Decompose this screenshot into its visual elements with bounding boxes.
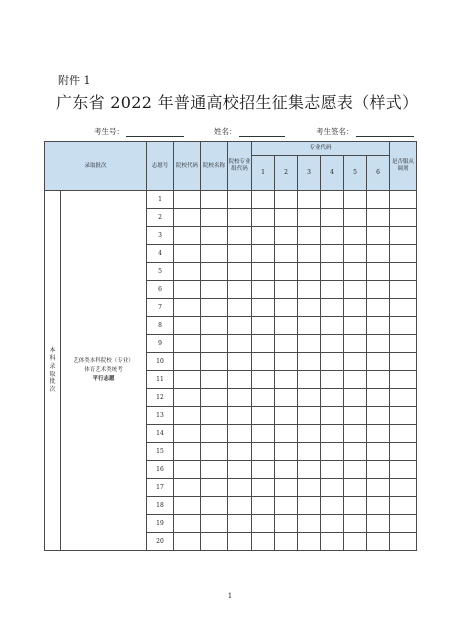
entry-cell[interactable] xyxy=(367,317,390,335)
entry-cell[interactable] xyxy=(228,227,252,245)
entry-cell[interactable] xyxy=(201,407,228,425)
major-number-header: 1 xyxy=(252,156,275,191)
entry-cell[interactable] xyxy=(252,227,275,245)
entry-cell[interactable] xyxy=(174,533,201,551)
entry-cell[interactable] xyxy=(252,497,275,515)
entry-cell[interactable] xyxy=(228,533,252,551)
entry-cell[interactable] xyxy=(321,191,344,209)
entry-cell[interactable] xyxy=(344,299,367,317)
choice-number: 16 xyxy=(147,461,174,479)
entry-cell[interactable] xyxy=(275,353,298,371)
entry-cell[interactable] xyxy=(321,425,344,443)
entry-cell[interactable] xyxy=(367,335,390,353)
entry-cell[interactable] xyxy=(228,443,252,461)
entry-cell[interactable] xyxy=(367,263,390,281)
entry-cell[interactable] xyxy=(174,335,201,353)
entry-cell[interactable] xyxy=(174,209,201,227)
entry-cell[interactable] xyxy=(252,371,275,389)
entry-cell[interactable] xyxy=(367,371,390,389)
entry-cell[interactable] xyxy=(367,515,390,533)
entry-cell[interactable] xyxy=(298,461,321,479)
entry-cell[interactable] xyxy=(321,479,344,497)
entry-cell[interactable] xyxy=(174,443,201,461)
entry-cell[interactable] xyxy=(298,533,321,551)
entry-cell[interactable] xyxy=(174,191,201,209)
entry-cell[interactable] xyxy=(367,389,390,407)
entry-cell[interactable] xyxy=(174,389,201,407)
entry-cell[interactable] xyxy=(298,191,321,209)
choice-number: 13 xyxy=(147,407,174,425)
entry-cell[interactable] xyxy=(390,263,417,281)
entry-cell[interactable] xyxy=(344,407,367,425)
entry-cell[interactable] xyxy=(390,515,417,533)
entry-cell[interactable] xyxy=(252,533,275,551)
school-name-header: 院校名称 xyxy=(201,142,228,191)
entry-cell[interactable] xyxy=(344,263,367,281)
entry-cell[interactable] xyxy=(321,281,344,299)
school-code-header: 院校代码 xyxy=(174,142,201,191)
entry-cell[interactable] xyxy=(174,425,201,443)
entry-cell[interactable] xyxy=(298,353,321,371)
choice-number: 6 xyxy=(147,281,174,299)
entry-cell[interactable] xyxy=(321,227,344,245)
entry-cell[interactable] xyxy=(390,353,417,371)
entry-cell[interactable] xyxy=(321,353,344,371)
entry-cell[interactable] xyxy=(201,461,228,479)
entry-cell[interactable] xyxy=(174,263,201,281)
entry-cell[interactable] xyxy=(344,461,367,479)
choice-number: 5 xyxy=(147,263,174,281)
entry-cell[interactable] xyxy=(344,425,367,443)
entry-cell[interactable] xyxy=(390,479,417,497)
entry-cell[interactable] xyxy=(367,245,390,263)
entry-cell[interactable] xyxy=(275,335,298,353)
application-form-table xyxy=(44,141,417,551)
entry-cell[interactable] xyxy=(174,461,201,479)
entry-cell[interactable] xyxy=(252,353,275,371)
entry-cell[interactable] xyxy=(275,425,298,443)
entry-cell[interactable] xyxy=(174,227,201,245)
entry-cell[interactable] xyxy=(344,479,367,497)
entry-cell[interactable] xyxy=(275,317,298,335)
exam-number-field xyxy=(94,126,184,137)
entry-cell[interactable] xyxy=(344,515,367,533)
choice-number: 8 xyxy=(147,317,174,335)
entry-cell[interactable] xyxy=(228,245,252,263)
entry-cell[interactable] xyxy=(344,281,367,299)
entry-cell[interactable] xyxy=(174,353,201,371)
entry-cell[interactable] xyxy=(275,191,298,209)
entry-cell[interactable] xyxy=(367,443,390,461)
entry-cell[interactable] xyxy=(228,497,252,515)
entry-cell[interactable] xyxy=(174,317,201,335)
entry-cell[interactable] xyxy=(174,245,201,263)
choice-number: 15 xyxy=(147,443,174,461)
entry-cell[interactable] xyxy=(174,371,201,389)
entry-cell[interactable] xyxy=(390,425,417,443)
entry-cell[interactable] xyxy=(228,209,252,227)
entry-cell[interactable] xyxy=(174,407,201,425)
entry-cell[interactable] xyxy=(174,479,201,497)
entry-cell[interactable] xyxy=(228,191,252,209)
annex-label: 附件 1 xyxy=(58,74,91,87)
entry-cell[interactable] xyxy=(321,245,344,263)
major-number-header: 2 xyxy=(275,156,298,191)
batch-description-line: 体育艺术类统考 xyxy=(84,367,123,374)
entry-cell[interactable] xyxy=(344,353,367,371)
entry-cell[interactable] xyxy=(228,353,252,371)
entry-cell[interactable] xyxy=(201,389,228,407)
entry-cell[interactable] xyxy=(367,533,390,551)
entry-cell[interactable] xyxy=(367,209,390,227)
entry-cell[interactable] xyxy=(298,389,321,407)
entry-cell[interactable] xyxy=(275,209,298,227)
entry-cell[interactable] xyxy=(201,245,228,263)
entry-cell[interactable] xyxy=(390,245,417,263)
entry-cell[interactable] xyxy=(298,227,321,245)
entry-cell[interactable] xyxy=(344,389,367,407)
entry-cell[interactable] xyxy=(367,479,390,497)
entry-cell[interactable] xyxy=(367,227,390,245)
entry-cell[interactable] xyxy=(344,191,367,209)
entry-cell[interactable] xyxy=(174,515,201,533)
entry-cell[interactable] xyxy=(228,479,252,497)
batch-description-line: 平行志愿 xyxy=(92,375,115,382)
choice-number: 4 xyxy=(147,245,174,263)
entry-cell[interactable] xyxy=(275,461,298,479)
entry-cell[interactable] xyxy=(174,299,201,317)
entry-cell[interactable] xyxy=(252,317,275,335)
entry-cell[interactable] xyxy=(321,209,344,227)
entry-cell[interactable] xyxy=(367,281,390,299)
choice-number-header: 志愿号 xyxy=(147,142,174,191)
entry-cell[interactable] xyxy=(390,209,417,227)
signature-blank[interactable] xyxy=(356,127,414,137)
entry-cell[interactable] xyxy=(367,497,390,515)
name-label: 姓名： xyxy=(214,127,237,136)
entry-cell[interactable] xyxy=(201,425,228,443)
entry-cell[interactable] xyxy=(275,227,298,245)
page-title: 广东省 2022 年普通高校招生征集志愿表（样式） xyxy=(56,93,419,112)
choice-number: 12 xyxy=(147,389,174,407)
entry-cell[interactable] xyxy=(275,479,298,497)
entry-cell[interactable] xyxy=(201,533,228,551)
choice-number: 17 xyxy=(147,479,174,497)
page-number: 1 xyxy=(227,592,233,600)
entry-cell[interactable] xyxy=(228,371,252,389)
entry-cell[interactable] xyxy=(252,389,275,407)
entry-cell[interactable] xyxy=(390,191,417,209)
entry-cell[interactable] xyxy=(252,299,275,317)
entry-cell[interactable] xyxy=(298,263,321,281)
entry-cell[interactable] xyxy=(252,443,275,461)
entry-cell[interactable] xyxy=(321,461,344,479)
entry-cell[interactable] xyxy=(321,335,344,353)
entry-cell[interactable] xyxy=(298,443,321,461)
entry-cell[interactable] xyxy=(367,299,390,317)
exam-number-label: 考生号： xyxy=(94,127,124,136)
choice-number: 1 xyxy=(147,191,174,209)
entry-cell[interactable] xyxy=(321,497,344,515)
name-blank[interactable] xyxy=(239,127,285,137)
entry-cell[interactable] xyxy=(275,281,298,299)
entry-cell[interactable] xyxy=(201,515,228,533)
major-number-header: 3 xyxy=(298,156,321,191)
entry-cell[interactable] xyxy=(321,299,344,317)
major-number-header: 4 xyxy=(321,156,344,191)
entry-cell[interactable] xyxy=(228,407,252,425)
entry-cell[interactable] xyxy=(275,245,298,263)
major-number-header: 5 xyxy=(344,156,367,191)
entry-cell[interactable] xyxy=(367,425,390,443)
signature-field xyxy=(316,126,414,137)
entry-cell[interactable] xyxy=(298,209,321,227)
entry-cell[interactable] xyxy=(344,371,367,389)
exam-number-blank[interactable] xyxy=(126,127,184,137)
entry-cell[interactable] xyxy=(321,407,344,425)
entry-cell[interactable] xyxy=(201,353,228,371)
entry-cell[interactable] xyxy=(390,389,417,407)
entry-cell[interactable] xyxy=(201,479,228,497)
batch-description-line: 艺体类本科院校（专业） xyxy=(73,358,134,365)
entry-cell[interactable] xyxy=(201,263,228,281)
entry-cell[interactable] xyxy=(228,263,252,281)
major-number-header: 6 xyxy=(367,156,390,191)
entry-cell[interactable] xyxy=(201,497,228,515)
entry-cell[interactable] xyxy=(252,335,275,353)
choice-number: 9 xyxy=(147,335,174,353)
entry-cell[interactable] xyxy=(252,209,275,227)
entry-cell[interactable] xyxy=(367,461,390,479)
entry-cell[interactable] xyxy=(298,299,321,317)
table-row xyxy=(45,191,417,209)
entry-cell[interactable] xyxy=(228,461,252,479)
entry-cell[interactable] xyxy=(321,533,344,551)
entry-cell[interactable] xyxy=(228,299,252,317)
entry-cell[interactable] xyxy=(201,371,228,389)
entry-cell[interactable] xyxy=(252,425,275,443)
entry-cell[interactable] xyxy=(201,443,228,461)
entry-cell[interactable] xyxy=(275,263,298,281)
entry-cell[interactable] xyxy=(390,317,417,335)
choice-number: 11 xyxy=(147,371,174,389)
entry-cell[interactable] xyxy=(298,497,321,515)
entry-cell[interactable] xyxy=(275,371,298,389)
entry-cell[interactable] xyxy=(174,281,201,299)
entry-cell[interactable] xyxy=(228,335,252,353)
entry-cell[interactable] xyxy=(201,281,228,299)
entry-cell[interactable] xyxy=(252,281,275,299)
entry-cell[interactable] xyxy=(390,461,417,479)
entry-cell[interactable] xyxy=(228,425,252,443)
entry-cell[interactable] xyxy=(344,497,367,515)
entry-cell[interactable] xyxy=(228,515,252,533)
entry-cell[interactable] xyxy=(228,281,252,299)
entry-cell[interactable] xyxy=(201,191,228,209)
entry-cell[interactable] xyxy=(275,533,298,551)
entry-cell[interactable] xyxy=(321,317,344,335)
choice-number: 7 xyxy=(147,299,174,317)
entry-cell[interactable] xyxy=(390,533,417,551)
entry-cell[interactable] xyxy=(344,227,367,245)
entry-cell[interactable] xyxy=(321,515,344,533)
entry-cell[interactable] xyxy=(252,407,275,425)
entry-cell[interactable] xyxy=(367,191,390,209)
entry-cell[interactable] xyxy=(298,371,321,389)
entry-cell[interactable] xyxy=(298,515,321,533)
entry-cell[interactable] xyxy=(390,407,417,425)
entry-cell[interactable] xyxy=(390,227,417,245)
entry-cell[interactable] xyxy=(298,245,321,263)
major-code-header: 专业代码 xyxy=(252,142,390,156)
entry-cell[interactable] xyxy=(344,317,367,335)
entry-cell[interactable] xyxy=(298,425,321,443)
entry-cell[interactable] xyxy=(252,479,275,497)
entry-cell[interactable] xyxy=(390,497,417,515)
entry-cell[interactable] xyxy=(201,299,228,317)
entry-cell[interactable] xyxy=(275,443,298,461)
entry-cell[interactable] xyxy=(344,443,367,461)
entry-cell[interactable] xyxy=(174,497,201,515)
choice-number: 14 xyxy=(147,425,174,443)
entry-cell[interactable] xyxy=(298,407,321,425)
entry-cell[interactable] xyxy=(275,389,298,407)
entry-cell[interactable] xyxy=(344,245,367,263)
choice-number: 20 xyxy=(147,533,174,551)
entry-cell[interactable] xyxy=(252,461,275,479)
choice-number: 3 xyxy=(147,227,174,245)
entry-cell[interactable] xyxy=(228,389,252,407)
entry-cell[interactable] xyxy=(367,353,390,371)
entry-cell[interactable] xyxy=(275,515,298,533)
entry-cell[interactable] xyxy=(344,209,367,227)
entry-cell[interactable] xyxy=(321,389,344,407)
entry-cell[interactable] xyxy=(321,371,344,389)
entry-cell[interactable] xyxy=(201,335,228,353)
entry-cell[interactable] xyxy=(390,281,417,299)
entry-cell[interactable] xyxy=(367,407,390,425)
entry-cell[interactable] xyxy=(298,281,321,299)
batch-name-cell: 本科录取批次 xyxy=(45,191,61,551)
signature-label: 考生签名： xyxy=(316,127,354,136)
choice-number: 19 xyxy=(147,515,174,533)
entry-cell[interactable] xyxy=(344,335,367,353)
choice-number: 10 xyxy=(147,353,174,371)
entry-cell[interactable] xyxy=(275,497,298,515)
entry-cell[interactable] xyxy=(201,317,228,335)
entry-cell[interactable] xyxy=(252,191,275,209)
entry-cell[interactable] xyxy=(298,335,321,353)
entry-cell[interactable] xyxy=(390,335,417,353)
group-code-header: 院校专业组代码 xyxy=(228,142,252,191)
choice-number: 18 xyxy=(147,497,174,515)
entry-cell[interactable] xyxy=(201,209,228,227)
entry-cell[interactable] xyxy=(275,407,298,425)
entry-cell[interactable] xyxy=(201,227,228,245)
entry-cell[interactable] xyxy=(390,443,417,461)
name-field xyxy=(214,126,285,137)
entry-cell[interactable] xyxy=(228,317,252,335)
entry-cell[interactable] xyxy=(275,299,298,317)
adjust-header: 是否服从调剂 xyxy=(390,142,417,191)
entry-cell[interactable] xyxy=(390,371,417,389)
entry-cell[interactable] xyxy=(390,299,417,317)
choice-number: 2 xyxy=(147,209,174,227)
entry-cell[interactable] xyxy=(252,515,275,533)
batch-description-cell xyxy=(61,191,147,551)
entry-cell[interactable] xyxy=(298,317,321,335)
entry-cell[interactable] xyxy=(344,533,367,551)
entry-cell[interactable] xyxy=(321,263,344,281)
entry-cell[interactable] xyxy=(321,443,344,461)
entry-cell[interactable] xyxy=(252,263,275,281)
entry-cell[interactable] xyxy=(252,245,275,263)
entry-cell[interactable] xyxy=(298,479,321,497)
batch-header: 录取批次 xyxy=(45,142,147,191)
